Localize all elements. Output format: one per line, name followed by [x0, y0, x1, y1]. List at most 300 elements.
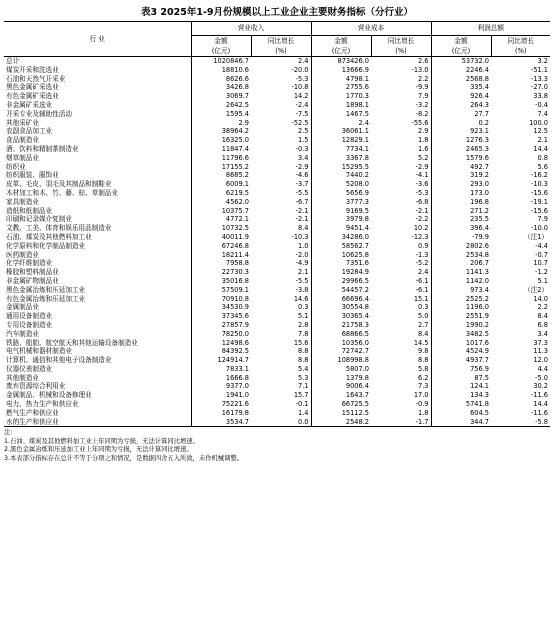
revenue-amount-cell: 1941.0: [191, 391, 251, 400]
table-row: [4, 330, 550, 339]
cost-growth-cell: 7.9: [418, 92, 429, 101]
revenue-growth-cell: 3.4: [298, 153, 309, 162]
cost-growth-cell: -3.2: [415, 100, 429, 109]
cost-amount-cell: 7734.1: [311, 145, 371, 154]
industry-name-cell: 黑色金属冶炼和压延加工业: [6, 285, 86, 294]
revenue-growth-cell: 0.3: [298, 303, 309, 312]
profit-amount-cell: 2568.8: [431, 75, 491, 84]
cost-amount-cell: 1379.8: [311, 374, 371, 383]
cost-amount-cell: 108998.8: [311, 356, 371, 365]
industry-name-cell: 通用设备制造业: [6, 312, 53, 321]
profit-amount-cell: 271.2: [431, 207, 491, 216]
revenue-amount-cell: 3426.8: [191, 83, 251, 92]
cost-amount-cell: 2548.2: [311, 418, 371, 427]
revenue-growth-cell: -10.3: [291, 232, 309, 241]
revenue-amount-cell: 38964.2: [191, 127, 251, 136]
cost-growth-cell: -6.1: [415, 276, 429, 285]
revenue-growth-unit: (%): [251, 46, 311, 57]
industry-name-cell: 家具制造业: [6, 197, 39, 206]
profit-amount-header: 金额: [431, 36, 491, 47]
profit-header: 利润总额: [431, 22, 550, 36]
industry-name-cell: 纺织业: [6, 162, 26, 171]
table-row: [4, 339, 550, 348]
table-row: [4, 400, 550, 409]
revenue-amount-unit: (亿元): [191, 46, 251, 57]
industry-name-cell: 石油和天然气开采业: [6, 74, 66, 83]
profit-amount-cell: 319.2: [431, 171, 491, 180]
cost-amount-header: 金额: [311, 36, 371, 47]
profit-growth-cell: 100.0: [529, 118, 548, 127]
table-row: [4, 391, 550, 400]
profit-amount-cell: 1017.6: [431, 339, 491, 348]
revenue-growth-cell: 1.5: [298, 136, 309, 145]
revenue-amount-cell: 78250.0: [191, 330, 251, 339]
revenue-growth-cell: -2.4: [295, 100, 309, 109]
revenue-amount-cell: 9377.0: [191, 382, 251, 391]
profit-growth-cell: 12.0: [533, 356, 548, 365]
cost-growth-cell: -5.2: [415, 259, 429, 268]
cost-growth-cell: -12.3: [411, 232, 429, 241]
revenue-growth-cell: 15.6: [293, 338, 309, 347]
profit-amount-cell: 124.1: [431, 382, 491, 391]
cost-amount-cell: 7351.6: [311, 259, 371, 268]
profit-amount-cell: 344.7: [431, 418, 491, 427]
revenue-amount-cell: 4772.1: [191, 215, 251, 224]
cost-growth-cell: 2.2: [418, 74, 429, 83]
revenue-growth-header: 同比增长: [251, 36, 311, 47]
profit-amount-cell: 206.7: [431, 259, 491, 268]
revenue-growth-cell: -5.5: [295, 188, 309, 197]
revenue-growth-cell: 15.7: [293, 391, 309, 400]
table-row: [4, 251, 550, 260]
table-row: [4, 242, 550, 251]
revenue-amount-cell: 57509.1: [191, 286, 251, 295]
cost-amount-cell: 66725.5: [311, 400, 371, 409]
footnotes: [4, 429, 550, 463]
cost-growth-cell: -5.3: [415, 188, 429, 197]
profit-growth-cell: 37.3: [533, 338, 548, 347]
industry-name-cell: 石油、煤炭及其他燃料加工业: [6, 232, 92, 241]
table-row: [4, 154, 550, 163]
table-row: [4, 66, 550, 75]
revenue-amount-cell: 16325.0: [191, 136, 251, 145]
table-row: [4, 101, 550, 110]
profit-growth-cell: -0.7: [535, 250, 548, 259]
cost-growth-cell: 7.3: [418, 382, 429, 391]
table-title: 表3 2025年1-9月份规模以上工业企业主要财务指标（分行业）: [140, 7, 414, 18]
profit-growth-cell: （注1）: [524, 232, 548, 241]
revenue-amount-cell: 1666.8: [191, 374, 251, 383]
table-row: [4, 145, 550, 154]
cost-growth-cell: 0.9: [418, 241, 429, 250]
cost-amount-cell: 5807.0: [311, 365, 371, 374]
industry-name-cell: 纺织服装、服饰业: [6, 171, 59, 180]
cost-growth-cell: 14.5: [413, 338, 429, 347]
cost-growth-cell: -8.2: [415, 109, 429, 118]
cost-amount-cell: 9006.4: [311, 382, 371, 391]
profit-amount-unit: (亿元): [431, 46, 491, 57]
table-row: [4, 409, 550, 418]
revenue-growth-cell: -4.6: [295, 171, 309, 180]
profit-growth-cell: 8.4: [537, 312, 548, 321]
revenue-growth-cell: 5.1: [298, 312, 309, 321]
revenue-amount-cell: 11847.4: [191, 145, 251, 154]
profit-growth-cell: -5.8: [491, 418, 550, 427]
revenue-amount-cell: 70910.8: [191, 295, 251, 304]
revenue-amount-cell: 6009.1: [191, 180, 251, 189]
industry-name-cell: 汽车制造业: [6, 329, 39, 338]
profit-amount-cell: 4524.9: [431, 347, 491, 356]
profit-growth-cell: -27.0: [530, 83, 548, 92]
profit-amount-cell: 2534.8: [431, 251, 491, 260]
profit-growth-cell: 5.1: [537, 276, 548, 285]
profit-growth-cell: 0.8: [537, 153, 548, 162]
profit-growth-cell: -15.6: [530, 188, 548, 197]
profit-growth-cell: -1.2: [535, 268, 548, 277]
cost-amount-cell: 19284.9: [311, 268, 371, 277]
profit-growth-cell: -19.1: [530, 197, 548, 206]
revenue-growth-cell: -52.5: [291, 118, 309, 127]
cost-growth-cell: 2.4: [418, 268, 429, 277]
revenue-amount-cell: 17155.2: [191, 163, 251, 172]
industry-name-cell: 专用设备制造业: [6, 320, 53, 329]
profit-growth-cell: 2.2: [537, 303, 548, 312]
cost-amount-cell: 36061.1: [311, 127, 371, 136]
revenue-growth-cell: 7.1: [298, 382, 309, 391]
cost-growth-cell: -55.6: [411, 118, 429, 127]
revenue-amount-cell: 10732.5: [191, 224, 251, 233]
revenue-growth-cell: -2.1: [295, 206, 309, 215]
cost-growth-cell: 1.8: [418, 408, 429, 417]
revenue-growth-cell: 5.3: [298, 373, 309, 382]
cost-growth-cell: -13.0: [411, 65, 429, 74]
footnote-3: 3.本表部分指标存在总计不等于分项之和情况，是数据四舍五入所致，未作机械调整。: [4, 454, 243, 462]
cost-growth-cell: -9.9: [415, 83, 429, 92]
cost-growth-cell: 1.6: [418, 144, 429, 153]
cost-growth-cell: 2.6: [418, 57, 429, 65]
profit-growth-cell: 2.1: [537, 136, 548, 145]
revenue-amount-cell: 8626.6: [191, 75, 251, 84]
table-row: [4, 189, 550, 198]
cost-growth-cell: 0.3: [418, 303, 429, 312]
table-row: [4, 57, 550, 66]
revenue-amount-cell: 27857.9: [191, 321, 251, 330]
industry-name-cell: 烟草制品业: [6, 153, 39, 162]
profit-growth-cell: -51.1: [530, 65, 548, 74]
cost-growth-header: 同比增长: [371, 36, 431, 47]
profit-amount-cell: 264.3: [431, 101, 491, 110]
industry-name-cell: 橡胶和塑料制品业: [6, 268, 59, 277]
revenue-growth-cell: 14.6: [293, 294, 309, 303]
cost-amount-cell: 13666.9: [311, 66, 371, 75]
revenue-growth-cell: -0.1: [295, 400, 309, 409]
profit-growth-cell: 33.8: [533, 92, 548, 101]
profit-amount-cell: 27.7: [431, 110, 491, 119]
profit-amount-cell: 2802.6: [431, 242, 491, 251]
profit-amount-cell: 53732.0: [431, 57, 491, 66]
industry-name-cell: 仪器仪表制造业: [6, 364, 53, 373]
profit-amount-cell: 1142.0: [431, 277, 491, 286]
profit-growth-unit: (%): [491, 46, 550, 57]
cost-growth-cell: -2.9: [415, 162, 429, 171]
footnote-2: 2.黑色金属冶炼和压延加工业上年同期为亏损，无法计算同比增速。: [4, 446, 193, 454]
profit-amount-cell: 4937.7: [431, 356, 491, 365]
profit-growth-cell: 4.4: [537, 364, 548, 373]
industry-name-cell: 黑色金属矿采选业: [6, 83, 59, 92]
table-row: [4, 259, 550, 268]
profit-amount-cell: 1276.3: [431, 136, 491, 145]
profit-growth-cell: 12.5: [533, 127, 548, 136]
table-row: [4, 198, 550, 207]
revenue-amount-cell: 6219.5: [191, 189, 251, 198]
revenue-amount-cell: 3534.7: [191, 418, 251, 427]
cost-growth-cell: 6.2: [418, 373, 429, 382]
cost-amount-cell: 2.4: [311, 119, 371, 128]
table-row: [4, 303, 550, 312]
table-body: [4, 57, 550, 427]
revenue-amount-cell: 16179.8: [191, 409, 251, 418]
revenue-amount-cell: 8685.2: [191, 171, 251, 180]
profit-amount-cell: 0.2: [431, 119, 491, 128]
profit-amount-cell: 196.8: [431, 198, 491, 207]
cost-amount-cell: 5656.9: [311, 189, 371, 198]
cost-amount-cell: 1643.7: [311, 391, 371, 400]
cost-growth-cell: 17.0: [413, 391, 429, 400]
revenue-amount-cell: 1020846.7: [191, 57, 251, 66]
industry-name-cell: 文教、工美、体育和娱乐用品制造业: [6, 224, 112, 233]
profit-amount-cell: 2465.3: [431, 145, 491, 154]
revenue-amount-header: 金额: [191, 36, 251, 47]
table-row: [4, 418, 550, 427]
table-row: [4, 224, 550, 233]
profit-growth-cell: 14.4: [533, 144, 548, 153]
profit-growth-cell: 14.4: [533, 400, 548, 409]
financial-indicators-table: [4, 21, 550, 427]
profit-growth-cell: 3.4: [537, 329, 548, 338]
table-row: [4, 92, 550, 101]
table-row: [4, 365, 550, 374]
revenue-growth-cell: -10.8: [291, 83, 309, 92]
profit-growth-cell: 14.0: [533, 294, 548, 303]
cost-growth-cell: 2.9: [418, 127, 429, 136]
table-row: [4, 207, 550, 216]
table-row: [4, 312, 550, 321]
industry-name-cell: 煤炭开采和洗选业: [6, 65, 59, 74]
industry-name-cell: 电力、热力生产和供应业: [6, 400, 79, 409]
table-row: [4, 286, 550, 295]
cost-growth-cell: -2.2: [415, 215, 429, 224]
revenue-growth-cell: -2.0: [295, 250, 309, 259]
cost-amount-cell: 58562.7: [311, 242, 371, 251]
revenue-growth-cell: -3.7: [295, 180, 309, 189]
profit-growth-cell: -10.3: [530, 180, 548, 189]
cost-growth-unit: (%): [371, 46, 431, 57]
cost-growth-cell: -6.1: [415, 285, 429, 294]
revenue-amount-cell: 18810.6: [191, 66, 251, 75]
cost-amount-cell: 7440.2: [311, 171, 371, 180]
profit-growth-cell: 6.8: [537, 320, 548, 329]
revenue-growth-cell: -5.3: [295, 74, 309, 83]
profit-growth-cell: 3.2: [537, 57, 548, 65]
revenue-amount-cell: 75221.6: [191, 400, 251, 409]
revenue-growth-cell: -7.5: [295, 109, 309, 118]
cost-amount-cell: 34286.0: [311, 233, 371, 242]
profit-growth-cell: -10.0: [530, 224, 548, 233]
profit-amount-cell: 87.5: [431, 374, 491, 383]
profit-amount-cell: 396.4: [431, 224, 491, 233]
table-row: [4, 163, 550, 172]
profit-amount-cell: 1579.6: [431, 154, 491, 163]
industry-name-cell: 其他采矿业: [6, 118, 39, 127]
industry-name-cell: 燃气生产和供应业: [6, 408, 59, 417]
revenue-header: 营业收入: [191, 22, 311, 36]
profit-growth-cell: -13.3: [530, 74, 548, 83]
cost-growth-cell: 9.8: [418, 347, 429, 356]
profit-amount-cell: 134.3: [431, 391, 491, 400]
profit-growth-cell: -11.6: [530, 391, 548, 400]
revenue-amount-cell: 3069.7: [191, 92, 251, 101]
industry-name-cell: 木材加工和木、竹、藤、棕、草制品业: [6, 188, 119, 197]
cost-amount-unit: (亿元): [311, 46, 371, 57]
industry-name-cell: 开采专业及辅助性活动: [6, 109, 72, 118]
industry-name-cell: 印刷和记录媒介复制业: [6, 215, 72, 224]
revenue-amount-cell: 7958.8: [191, 259, 251, 268]
cost-amount-cell: 30365.4: [311, 312, 371, 321]
profit-amount-cell: 235.5: [431, 215, 491, 224]
revenue-growth-cell: 1.0: [298, 241, 309, 250]
profit-amount-cell: 923.1: [431, 127, 491, 136]
industry-name-cell: 其他制造业: [6, 373, 39, 382]
cost-growth-cell: -3.6: [415, 180, 429, 189]
cost-amount-cell: 10625.8: [311, 251, 371, 260]
cost-growth-cell: 10.2: [413, 224, 429, 233]
industry-name-cell: 皮革、毛皮、羽毛及其制品和制鞋业: [6, 180, 112, 189]
profit-growth-cell: 7.4: [537, 109, 548, 118]
revenue-growth-cell: 2.4: [298, 57, 309, 65]
footnote-1: 1.石油、煤炭及其他燃料加工业上年同期为亏损，无法计算同比增速。: [4, 437, 199, 445]
cost-amount-cell: 9169.5: [311, 207, 371, 216]
table-row: [4, 356, 550, 365]
revenue-growth-cell: 2.5: [298, 127, 309, 136]
industry-name-cell: 总计: [6, 57, 20, 65]
industry-name-cell: 食品制造业: [6, 136, 39, 145]
cost-amount-cell: 21758.3: [311, 321, 371, 330]
cost-amount-cell: 72742.7: [311, 347, 371, 356]
profit-growth-cell: （注2）: [524, 285, 548, 294]
profit-growth-cell: 11.3: [533, 347, 548, 356]
revenue-amount-cell: 124914.7: [191, 356, 251, 365]
table-row: [4, 233, 550, 242]
profit-amount-cell: 293.0: [431, 180, 491, 189]
footnote-heading: 注：: [4, 429, 17, 437]
cost-growth-cell: -2.1: [415, 206, 429, 215]
table-row: [4, 180, 550, 189]
industry-name-cell: 酒、饮料和精制茶制造业: [6, 144, 79, 153]
revenue-growth-cell: 2.1: [298, 268, 309, 277]
industry-name-cell: 有色金属冶炼和压延加工业: [6, 294, 86, 303]
cost-growth-cell: 5.2: [418, 153, 429, 162]
profit-growth-header: 同比增长: [491, 36, 550, 47]
table-row: [4, 75, 550, 84]
industry-name-cell: 金属制品、机械和设备修理业: [6, 391, 92, 400]
cost-amount-cell: 4798.1: [311, 75, 371, 84]
revenue-growth-cell: 0.0: [251, 418, 311, 427]
industry-name-cell: 电气机械和器材制造业: [6, 347, 72, 356]
cost-amount-cell: 3777.3: [311, 198, 371, 207]
revenue-amount-cell: 10375.7: [191, 207, 251, 216]
revenue-amount-cell: 1595.4: [191, 110, 251, 119]
cost-amount-cell: 873426.0: [311, 57, 371, 66]
profit-growth-cell: -4.4: [535, 241, 548, 250]
table-row: [4, 268, 550, 277]
cost-amount-cell: 10356.0: [311, 339, 371, 348]
revenue-growth-cell: 8.8: [298, 356, 309, 365]
revenue-growth-cell: -2.1: [295, 215, 309, 224]
revenue-amount-cell: 4562.0: [191, 198, 251, 207]
revenue-amount-cell: 2.9: [191, 119, 251, 128]
cost-amount-cell: 1898.1: [311, 101, 371, 110]
industry-name-cell: 化学原料和化学制品制造业: [6, 241, 86, 250]
profit-amount-cell: -79.9: [431, 233, 491, 242]
revenue-amount-cell: 2642.5: [191, 101, 251, 110]
profit-amount-cell: 335.4: [431, 83, 491, 92]
table-row: [4, 127, 550, 136]
cost-growth-cell: 5.8: [418, 364, 429, 373]
revenue-growth-cell: 14.2: [293, 92, 309, 101]
cost-amount-cell: 3367.8: [311, 154, 371, 163]
revenue-growth-cell: -4.9: [295, 259, 309, 268]
revenue-growth-cell: 1.4: [298, 408, 309, 417]
industry-name-cell: 废弃资源综合利用业: [6, 382, 66, 391]
profit-amount-cell: 5741.8: [431, 400, 491, 409]
cost-amount-cell: 1467.5: [311, 110, 371, 119]
industry-name-cell: 非金属矿采选业: [6, 100, 53, 109]
revenue-amount-cell: 7833.1: [191, 365, 251, 374]
cost-amount-cell: 2755.6: [311, 83, 371, 92]
profit-amount-cell: 3482.5: [431, 330, 491, 339]
revenue-growth-cell: -2.9: [295, 162, 309, 171]
cost-amount-cell: 15112.5: [311, 409, 371, 418]
cost-growth-cell: 5.0: [418, 312, 429, 321]
revenue-growth-cell: -0.3: [295, 144, 309, 153]
table-row: [4, 171, 550, 180]
profit-amount-cell: 2246.4: [431, 66, 491, 75]
industry-name-cell: 有色金属矿采选业: [6, 92, 59, 101]
revenue-amount-cell: 37345.6: [191, 312, 251, 321]
revenue-growth-cell: 2.8: [298, 320, 309, 329]
cost-amount-cell: 12829.1: [311, 136, 371, 145]
profit-growth-cell: 10.7: [533, 259, 548, 268]
profit-amount-cell: 492.7: [431, 163, 491, 172]
cost-growth-cell: -1.3: [415, 250, 429, 259]
industry-name-cell: 计算机、通信和其他电子设备制造业: [6, 356, 112, 365]
table-row: [4, 215, 550, 224]
cost-amount-cell: 29966.5: [311, 277, 371, 286]
industry-name-cell: 铁路、船舶、航空航天和其他运输设备制造业: [6, 338, 138, 347]
profit-amount-cell: 926.4: [431, 92, 491, 101]
profit-amount-cell: 604.5: [431, 409, 491, 418]
revenue-growth-cell: 8.4: [298, 224, 309, 233]
profit-growth-cell: -15.6: [530, 206, 548, 215]
cost-amount-cell: 68866.5: [311, 330, 371, 339]
industry-name-cell: 医药制造业: [6, 250, 39, 259]
profit-amount-cell: 756.9: [431, 365, 491, 374]
cost-amount-cell: 9451.4: [311, 224, 371, 233]
industry-header: 行 业: [4, 22, 191, 57]
cost-growth-cell: -6.8: [415, 197, 429, 206]
table-row: [4, 136, 550, 145]
cost-growth-cell: 8.8: [418, 356, 429, 365]
